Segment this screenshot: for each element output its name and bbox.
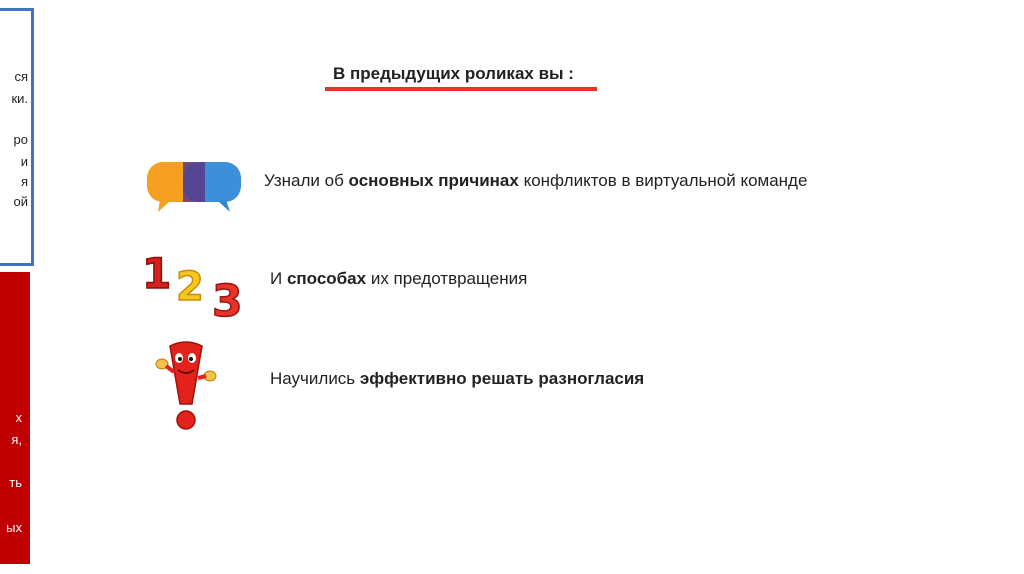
red-panel-fragment: ых (6, 520, 22, 535)
red-panel-fragment: х (15, 410, 22, 425)
digit-one: 1 (142, 250, 172, 298)
left-box-fragment: ро (13, 132, 28, 147)
item-text-pre: И (270, 269, 287, 288)
left-box-fragment: я (20, 174, 28, 189)
item-text-bold: эффективно решать разногласия (359, 369, 645, 388)
left-box-fragment: ки. (11, 91, 28, 106)
red-panel-fragment: я, (11, 432, 22, 447)
title-underline (325, 87, 597, 91)
left-box-fragment: ой (13, 194, 28, 209)
numbers-123-icon (140, 250, 248, 320)
left-red-panel (0, 272, 30, 564)
item-text-3 (270, 369, 644, 389)
slide-title: В предыдущих роликах вы : (333, 64, 574, 83)
left-box-fragment: ся (14, 69, 28, 84)
exclamation-mark-icon (152, 340, 222, 432)
item-text-pre: Узнали об (264, 171, 349, 190)
item-text-2 (270, 269, 527, 289)
left-text-box (0, 8, 34, 266)
item-text-post: их предотвращения (366, 269, 528, 288)
digit-three: 3 (212, 276, 243, 320)
item-text-post: конфликтов в виртуальной команде (518, 171, 808, 190)
item-text-pre: Научились (270, 369, 360, 388)
item-text-bold: основных причинах (348, 171, 519, 190)
left-box-fragment: и (20, 154, 28, 169)
red-panel-fragment: ть (9, 475, 22, 490)
item-text-bold: способах (286, 269, 367, 288)
item-text-1 (264, 171, 807, 191)
speech-bubbles-icon (144, 158, 244, 214)
digit-two: 2 (176, 264, 204, 310)
